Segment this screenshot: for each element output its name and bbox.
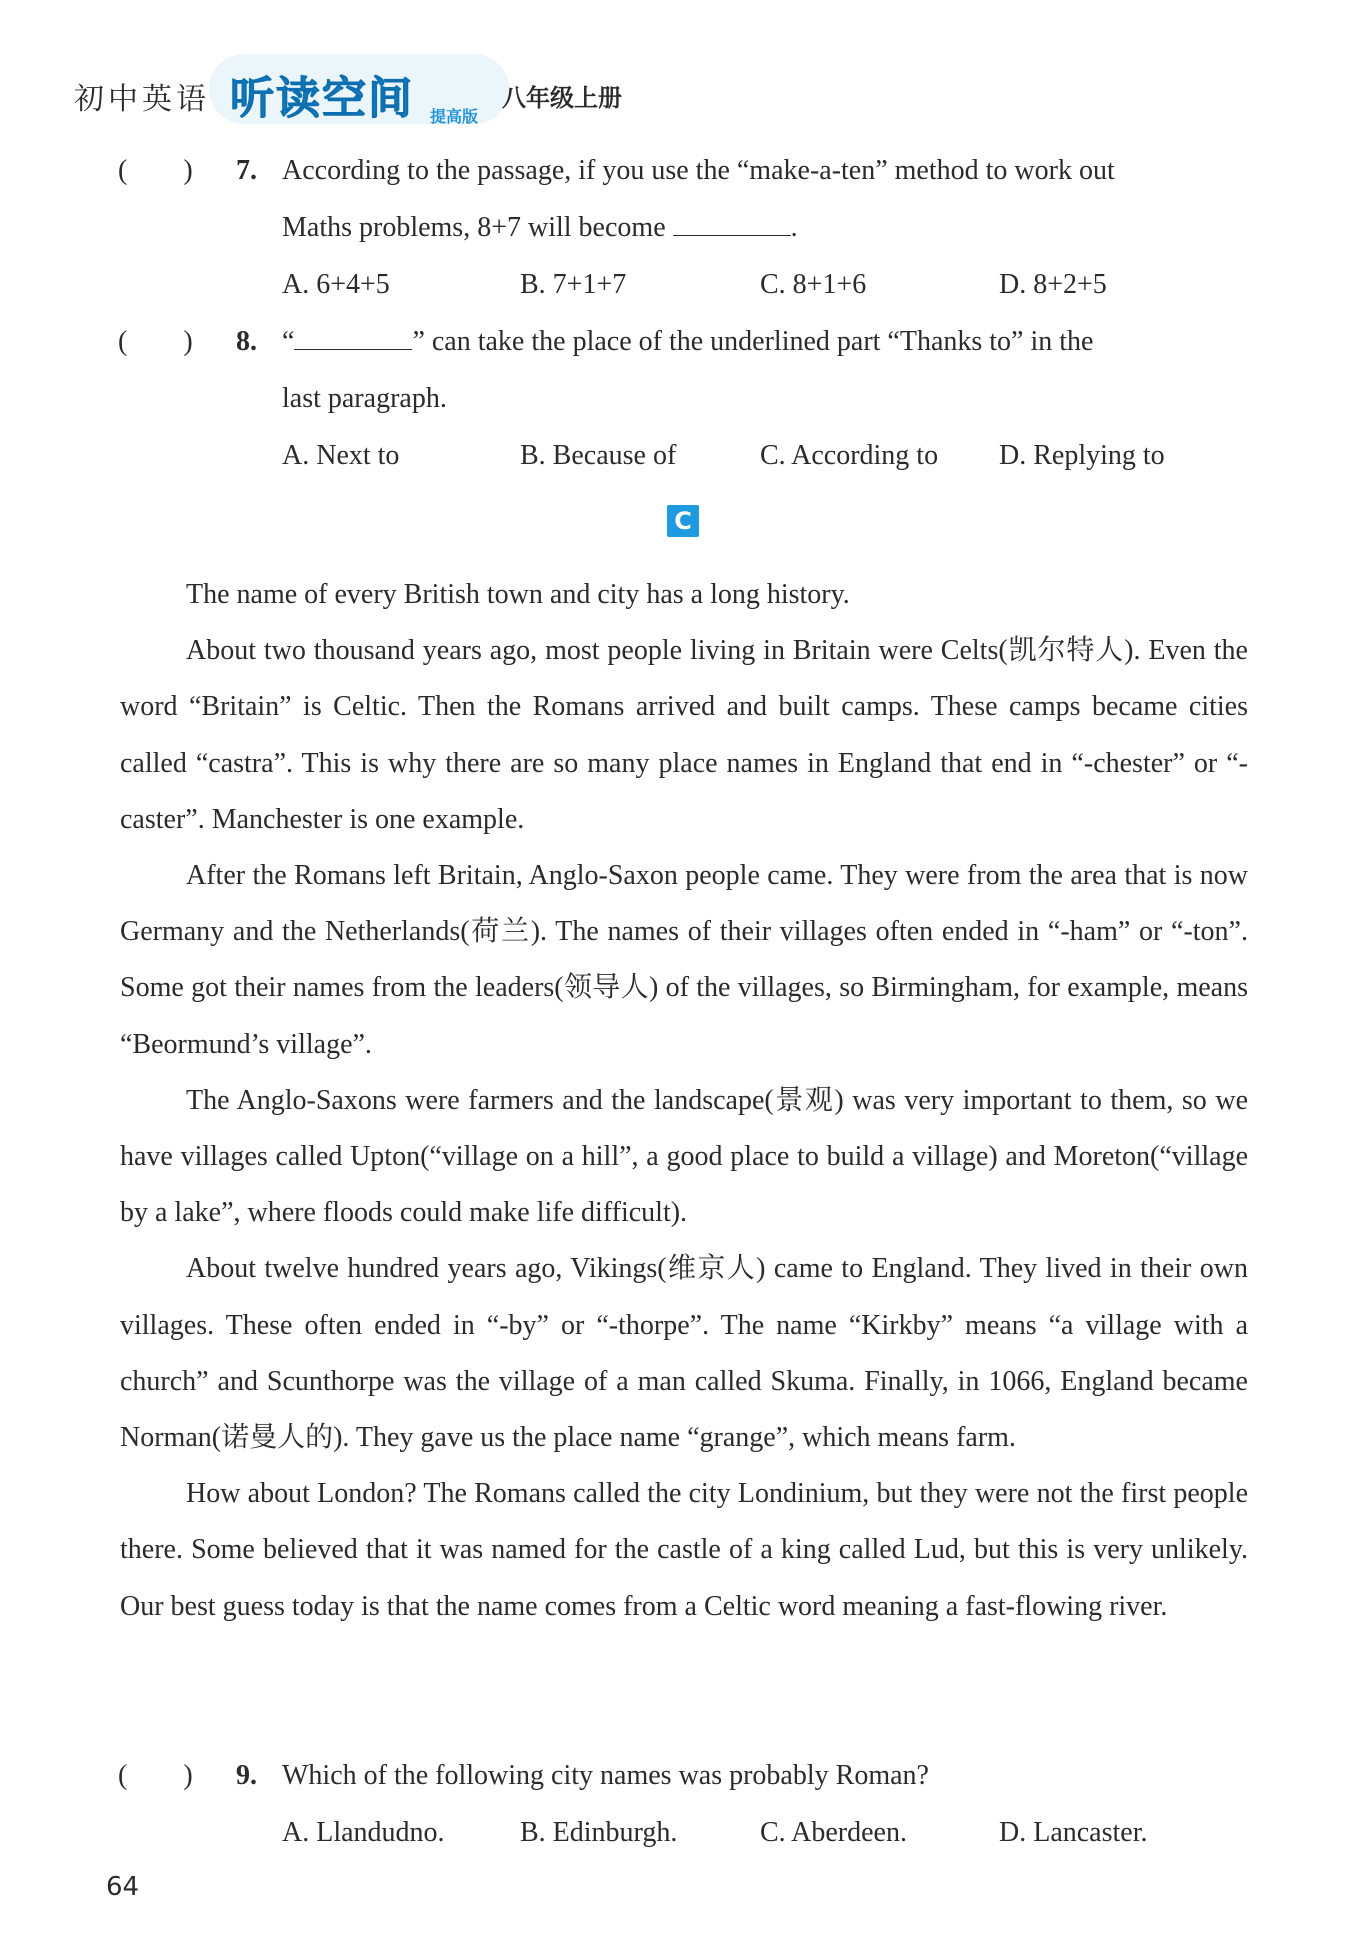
option-c[interactable]: C. Aberdeen. xyxy=(760,1817,907,1848)
option-b[interactable]: B. Because of xyxy=(520,440,677,471)
question-stem-line: “ ” can take the place of the underlined part “Thanks to” in the xyxy=(282,326,1094,357)
question-number: 9. xyxy=(236,1760,257,1791)
page-header xyxy=(74,44,774,134)
options-row xyxy=(282,256,1248,313)
section-badge: C xyxy=(667,505,699,537)
options-row xyxy=(282,1804,1248,1861)
question-number: 8. xyxy=(236,326,257,357)
passage-paragraph: About two thousand years ago, most people living in Britain were Celts(凯尔特人). Even the word “Britain” is Celtic. Then the Romans arrived and built camps. These camps became cities called “castra”. This is why there are so many place names in England that end in “-chester” or “-caster”. Manchester is one example. xyxy=(120,635,1248,835)
question-8 xyxy=(118,313,1248,484)
option-d[interactable]: D. Replying to xyxy=(999,440,1165,471)
brand-logo-text: 听读空间 xyxy=(230,73,414,124)
question-stem-line: According to the passage, if you use the “make-a-ten” method to work out xyxy=(282,155,1115,186)
options-row xyxy=(282,427,1248,484)
option-c[interactable]: C. 8+1+6 xyxy=(760,269,867,300)
edition-label: 提高版 xyxy=(430,107,479,126)
question-7 xyxy=(118,142,1248,313)
question-stem-line: Maths problems, 8+7 will become . xyxy=(282,212,798,243)
passage-paragraph: About twelve hundred years ago, Vikings(维京人) came to England. They lived in their own villages. These often ended in “-by” or “-thorpe”. The name “Kirkby” means “a village with a church” and Scunthorpe was the village of a man called Skuma. Finally, in 1066, England became Norman(诺曼人的). They gave us the place name “grange”, which means farm. xyxy=(120,1253,1248,1454)
option-a[interactable]: A. Llandudno. xyxy=(282,1817,445,1848)
page-number: 64 xyxy=(106,1872,140,1902)
passage-paragraph: The Anglo-Saxons were farmers and the landscape(景观) was very important to them, so we have villages called Upton(“village on a hill”, a good place to build a village) and Moreton(“village by a lake”, where floods could make life difficult). xyxy=(120,1084,1248,1229)
question-stem-line: last paragraph. xyxy=(282,383,447,414)
option-b[interactable]: B. 7+1+7 xyxy=(520,269,627,300)
option-d[interactable]: D. Lancaster. xyxy=(999,1817,1148,1848)
answer-parentheses[interactable]: ( ) xyxy=(118,155,193,186)
option-c[interactable]: C. According to xyxy=(760,440,939,471)
answer-parentheses[interactable]: ( ) xyxy=(118,326,193,357)
passage-paragraph: After the Romans left Britain, Anglo-Saxon people came. They were from the area that is now Germany and the Netherlands(荷兰). The names of their villages often ended in “-ham” or “-ton”. Some got their names from the leaders(领导人) of the villages, so Birmingham, for example, means “Beormund’s village”. xyxy=(120,860,1248,1060)
answer-blank[interactable] xyxy=(294,327,412,350)
option-a[interactable]: A. 6+4+5 xyxy=(282,269,390,300)
answer-parentheses[interactable]: ( ) xyxy=(118,1760,193,1791)
option-b[interactable]: B. Edinburgh. xyxy=(520,1817,678,1848)
option-d[interactable]: D. 8+2+5 xyxy=(999,269,1107,300)
grade-label: 八年级上册 xyxy=(502,84,622,112)
question-9 xyxy=(118,1747,1248,1861)
option-a[interactable]: A. Next to xyxy=(282,440,400,471)
series-title: 初中英语 xyxy=(74,82,210,117)
passage-paragraph: The name of every British town and city has a long history. xyxy=(186,579,850,610)
question-number: 7. xyxy=(236,155,257,186)
reading-passage xyxy=(120,567,1248,1635)
question-stem-line: Which of the following city names was probably Roman? xyxy=(282,1760,929,1791)
passage-paragraph: How about London? The Romans called the city Londinium, but they were not the first people there. Some believed that it was named for the castle of a king called Lud, but this is very unlikely. Our best guess today is that the name comes from a Celtic word meaning a fast-flowing river. xyxy=(120,1478,1248,1622)
answer-blank[interactable] xyxy=(673,213,791,236)
